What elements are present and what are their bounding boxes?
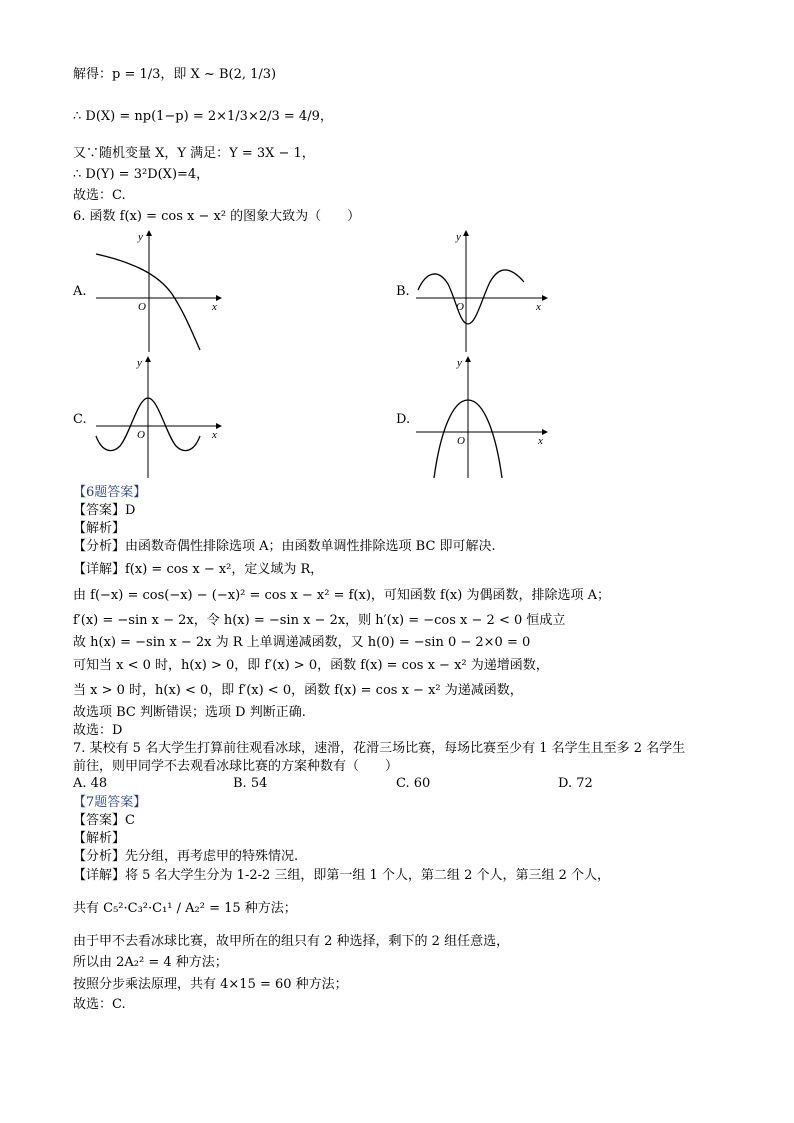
text-line: 故选项 BC 判断错误；选项 D 判断正确. <box>73 705 306 720</box>
y-axis-label: y <box>457 357 462 369</box>
option-a-graph <box>92 228 222 358</box>
question-7-stem: 7. 某校有 5 名大学生打算前往观看冰球，速滑，花滑三场比赛，每场比赛至少有 1 名学生且至多 2 名学生 <box>73 741 686 756</box>
option-b-label: B. <box>396 284 410 299</box>
option-b-graph <box>412 228 552 358</box>
x-axis-label: x <box>212 301 217 313</box>
text-line: 【分析】由函数奇偶性排除选项 A；由函数单调性排除选项 BC 即可解决. <box>73 539 496 554</box>
answer-header-7: 【7题答案】 <box>73 795 147 810</box>
text-line: 解得：p = 1/3，即 X ~ B(2, 1/3) <box>73 67 277 82</box>
y-axis-label: y <box>138 231 143 243</box>
choice-b: B. 54 <box>233 776 268 791</box>
text-line: 故选：C. <box>73 188 126 203</box>
text-line: 【分析】先分组，再考虑甲的特殊情况. <box>73 849 299 864</box>
y-axis-label: y <box>456 231 461 243</box>
text-line: f′(x) = −sin x − 2x，令 h(x) = −sin x − 2x，则 h′(x) = −cos x − 2 < 0 恒成立 <box>73 613 566 628</box>
text-line: 共有 C₅²·C₃²·C₁¹ / A₂² = 15 种方法； <box>73 901 297 916</box>
text-line: 故选：C. <box>73 997 126 1012</box>
text-line: 又∵随机变量 X，Y 满足：Y = 3X − 1， <box>73 146 315 161</box>
text-line: 由 f(−x) = cos(−x) − (−x)² = cos x − x² = f(x)，可知函数 f(x) 为偶函数，排除选项 A； <box>73 588 610 603</box>
x-axis-label: x <box>538 435 543 447</box>
choice-d: D. 72 <box>558 776 593 791</box>
text-line: 按照分步乘法原理，共有 4×15 = 60 种方法； <box>73 977 348 992</box>
text-line: ∴ D(X) = np(1−p) = 2×1/3×2/3 = 4/9， <box>73 109 333 124</box>
origin-label: O <box>457 435 465 447</box>
origin-label: O <box>138 301 146 313</box>
option-c-label: C. <box>73 412 87 427</box>
text-line: 【详解】f(x) = cos x − x²，定义域为 R， <box>73 562 324 577</box>
text-line: 当 x > 0 时，h(x) < 0，即 f′(x) < 0，函数 f(x) = cos x − x² 为递减函数， <box>73 683 523 698</box>
option-c-graph <box>92 354 222 484</box>
text-line: 所以由 2A₂² = 4 种方法； <box>73 955 228 970</box>
option-a-label: A. <box>73 284 87 299</box>
analysis-header: 【解析】 <box>73 831 126 846</box>
y-axis-label: y <box>137 357 142 369</box>
text-line: 由于甲不去看冰球比赛，故甲所在的组只有 2 种选择，剩下的 2 组任意选， <box>73 934 510 949</box>
option-d-label: D. <box>396 412 411 427</box>
text-line: 可知当 x < 0 时，h(x) > 0，即 f′(x) > 0，函数 f(x) = cos x − x² 为递增函数， <box>73 658 549 673</box>
text-line: 故 h(x) = −sin x − 2x 为 R 上单调递减函数，又 h(0) = −sin 0 − 2×0 = 0 <box>73 635 531 650</box>
origin-label: O <box>137 429 145 441</box>
answer-line: 【答案】C <box>73 813 135 828</box>
answer-line: 【答案】D <box>73 503 136 518</box>
text-line: ∴ D(Y) = 3²D(X)=4， <box>73 167 210 182</box>
choice-c: C. 60 <box>396 776 431 791</box>
x-axis-label: x <box>536 301 541 313</box>
question-7-stem: 前往，则甲同学不去观看冰球比赛的方案种数有（ ） <box>73 759 399 774</box>
text-line: 故选：D <box>73 723 123 738</box>
analysis-header: 【解析】 <box>73 521 126 536</box>
origin-label: O <box>456 301 464 313</box>
text-line: 【详解】将 5 名大学生分为 1-2-2 三组，即第一组 1 个人，第二组 2 个人，第三组 2 个人， <box>73 868 611 883</box>
x-axis-label: x <box>212 429 217 441</box>
option-d-graph <box>412 354 552 484</box>
question-6-stem: 6. 函数 f(x) = cos x − x² 的图象大致为（ ） <box>73 209 361 224</box>
choice-a: A. 48 <box>73 776 108 791</box>
answer-header-6: 【6题答案】 <box>73 485 147 500</box>
